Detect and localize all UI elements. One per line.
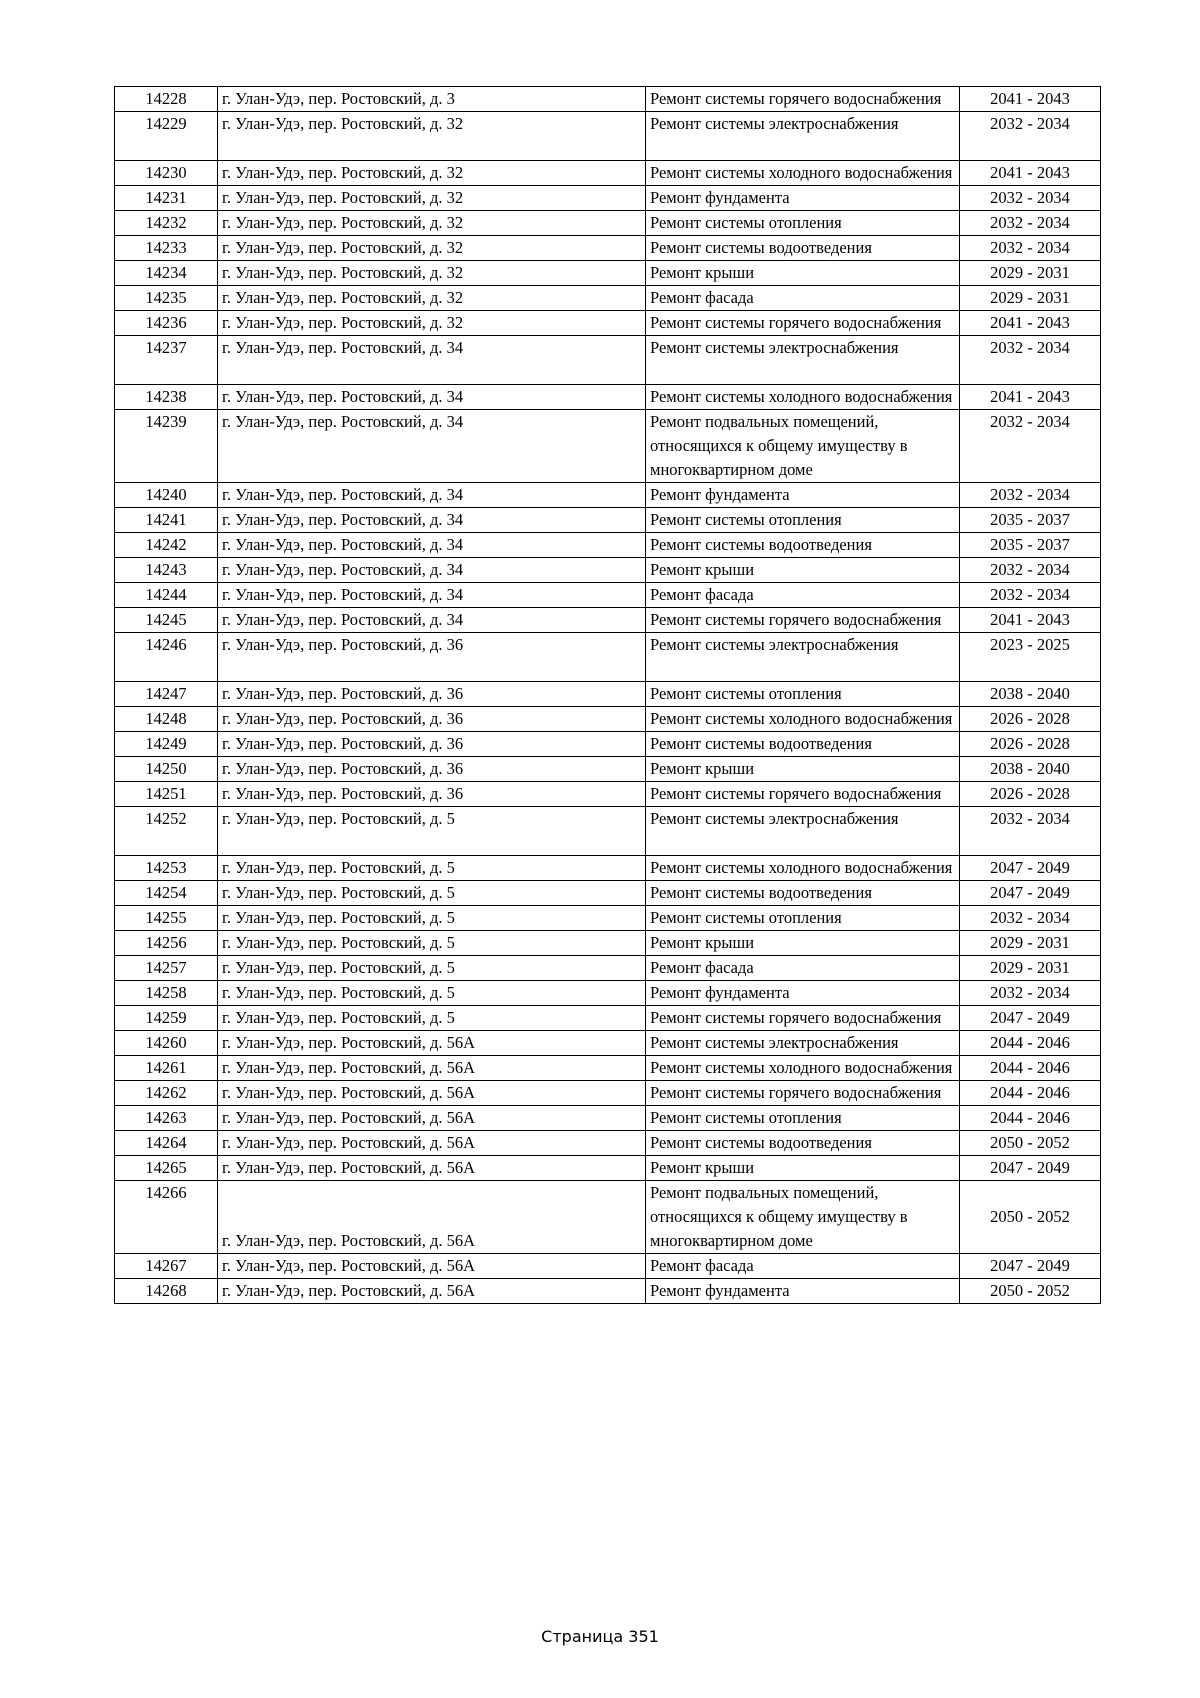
works-table-container xyxy=(114,86,1100,1304)
row-period: 2035 - 2037 xyxy=(960,508,1101,533)
row-work-type: Ремонт системы горячего водоснабжения xyxy=(646,608,960,633)
row-period: 2047 - 2049 xyxy=(960,1006,1101,1031)
row-period: 2032 - 2034 xyxy=(960,236,1101,261)
row-address: г. Улан-Удэ, пер. Ростовский, д. 32 xyxy=(218,236,646,261)
row-address: г. Улан-Удэ, пер. Ростовский, д. 5 xyxy=(218,807,646,856)
table-row xyxy=(115,707,1101,732)
row-period: 2041 - 2043 xyxy=(960,608,1101,633)
table-row xyxy=(115,533,1101,558)
row-period: 2032 - 2034 xyxy=(960,186,1101,211)
row-period: 2032 - 2034 xyxy=(960,410,1101,483)
table-row xyxy=(115,732,1101,757)
table-row xyxy=(115,1156,1101,1181)
row-work-type: Ремонт фасада xyxy=(646,1254,960,1279)
row-work-type: Ремонт фасада xyxy=(646,956,960,981)
row-number: 14235 xyxy=(115,286,218,311)
table-row xyxy=(115,583,1101,608)
row-period: 2050 - 2052 xyxy=(960,1181,1101,1254)
row-address: г. Улан-Удэ, пер. Ростовский, д. 56А xyxy=(218,1181,646,1254)
row-work-type: Ремонт фундамента xyxy=(646,186,960,211)
row-address: г. Улан-Удэ, пер. Ростовский, д. 32 xyxy=(218,186,646,211)
row-period: 2047 - 2049 xyxy=(960,856,1101,881)
row-work-type: Ремонт системы водоотведения xyxy=(646,533,960,558)
row-address: г. Улан-Удэ, пер. Ростовский, д. 32 xyxy=(218,112,646,161)
table-row xyxy=(115,508,1101,533)
row-number: 14237 xyxy=(115,336,218,385)
row-period: 2047 - 2049 xyxy=(960,1254,1101,1279)
row-number: 14253 xyxy=(115,856,218,881)
row-number: 14239 xyxy=(115,410,218,483)
row-period: 2041 - 2043 xyxy=(960,311,1101,336)
works-table xyxy=(114,86,1101,1304)
row-period: 2023 - 2025 xyxy=(960,633,1101,682)
row-number: 14234 xyxy=(115,261,218,286)
row-address: г. Улан-Удэ, пер. Ростовский, д. 56А xyxy=(218,1254,646,1279)
row-period: 2032 - 2034 xyxy=(960,981,1101,1006)
row-address: г. Улан-Удэ, пер. Ростовский, д. 36 xyxy=(218,782,646,807)
row-work-type: Ремонт системы водоотведения xyxy=(646,881,960,906)
row-address: г. Улан-Удэ, пер. Ростовский, д. 5 xyxy=(218,981,646,1006)
row-period: 2047 - 2049 xyxy=(960,1156,1101,1181)
row-work-type: Ремонт системы отопления xyxy=(646,682,960,707)
row-work-type: Ремонт подвальных помещений, относящихся к общему имуществу в многоквартирном доме xyxy=(646,1181,960,1254)
row-work-type: Ремонт крыши xyxy=(646,261,960,286)
table-row xyxy=(115,782,1101,807)
table-row xyxy=(115,1131,1101,1156)
row-period: 2032 - 2034 xyxy=(960,336,1101,385)
row-work-type: Ремонт системы отопления xyxy=(646,508,960,533)
row-address: г. Улан-Удэ, пер. Ростовский, д. 36 xyxy=(218,682,646,707)
page-number: Страница 351 xyxy=(541,1627,659,1646)
row-address: г. Улан-Удэ, пер. Ростовский, д. 32 xyxy=(218,311,646,336)
row-number: 14252 xyxy=(115,807,218,856)
row-number: 14238 xyxy=(115,385,218,410)
row-period: 2050 - 2052 xyxy=(960,1131,1101,1156)
row-address: г. Улан-Удэ, пер. Ростовский, д. 56А xyxy=(218,1106,646,1131)
row-period: 2026 - 2028 xyxy=(960,732,1101,757)
row-period: 2032 - 2034 xyxy=(960,583,1101,608)
table-row xyxy=(115,906,1101,931)
row-period: 2041 - 2043 xyxy=(960,161,1101,186)
row-address: г. Улан-Удэ, пер. Ростовский, д. 34 xyxy=(218,410,646,483)
row-work-type: Ремонт крыши xyxy=(646,558,960,583)
row-work-type: Ремонт фундамента xyxy=(646,483,960,508)
row-period: 2032 - 2034 xyxy=(960,807,1101,856)
table-row xyxy=(115,981,1101,1006)
row-address: г. Улан-Удэ, пер. Ростовский, д. 56А xyxy=(218,1279,646,1304)
row-number: 14249 xyxy=(115,732,218,757)
table-row xyxy=(115,311,1101,336)
row-address: г. Улан-Удэ, пер. Ростовский, д. 34 xyxy=(218,608,646,633)
row-address: г. Улан-Удэ, пер. Ростовский, д. 5 xyxy=(218,931,646,956)
row-period: 2032 - 2034 xyxy=(960,112,1101,161)
table-row xyxy=(115,633,1101,682)
row-number: 14241 xyxy=(115,508,218,533)
row-number: 14266 xyxy=(115,1181,218,1254)
row-address: г. Улан-Удэ, пер. Ростовский, д. 56А xyxy=(218,1081,646,1106)
row-number: 14259 xyxy=(115,1006,218,1031)
table-row xyxy=(115,410,1101,483)
row-period: 2038 - 2040 xyxy=(960,757,1101,782)
row-number: 14265 xyxy=(115,1156,218,1181)
row-number: 14255 xyxy=(115,906,218,931)
row-work-type: Ремонт системы водоотведения xyxy=(646,236,960,261)
row-work-type: Ремонт системы холодного водоснабжения xyxy=(646,707,960,732)
table-row xyxy=(115,1254,1101,1279)
row-work-type: Ремонт крыши xyxy=(646,1156,960,1181)
row-period: 2047 - 2049 xyxy=(960,881,1101,906)
row-period: 2029 - 2031 xyxy=(960,956,1101,981)
table-row xyxy=(115,211,1101,236)
table-row xyxy=(115,1056,1101,1081)
row-number: 14246 xyxy=(115,633,218,682)
row-work-type: Ремонт фасада xyxy=(646,286,960,311)
row-number: 14268 xyxy=(115,1279,218,1304)
row-period: 2029 - 2031 xyxy=(960,931,1101,956)
row-number: 14242 xyxy=(115,533,218,558)
row-address: г. Улан-Удэ, пер. Ростовский, д. 5 xyxy=(218,881,646,906)
table-row xyxy=(115,807,1101,856)
row-work-type: Ремонт системы холодного водоснабжения xyxy=(646,856,960,881)
row-period: 2044 - 2046 xyxy=(960,1106,1101,1131)
table-row xyxy=(115,881,1101,906)
row-number: 14230 xyxy=(115,161,218,186)
row-address: г. Улан-Удэ, пер. Ростовский, д. 5 xyxy=(218,906,646,931)
table-row xyxy=(115,87,1101,112)
table-row xyxy=(115,236,1101,261)
row-number: 14258 xyxy=(115,981,218,1006)
table-row xyxy=(115,161,1101,186)
row-address: г. Улан-Удэ, пер. Ростовский, д. 36 xyxy=(218,757,646,782)
row-work-type: Ремонт системы горячего водоснабжения xyxy=(646,87,960,112)
table-row xyxy=(115,1006,1101,1031)
row-address: г. Улан-Удэ, пер. Ростовский, д. 56А xyxy=(218,1156,646,1181)
row-number: 14264 xyxy=(115,1131,218,1156)
row-period: 2038 - 2040 xyxy=(960,682,1101,707)
table-row xyxy=(115,1031,1101,1056)
row-work-type: Ремонт системы горячего водоснабжения xyxy=(646,782,960,807)
table-row xyxy=(115,558,1101,583)
table-row xyxy=(115,608,1101,633)
row-number: 14263 xyxy=(115,1106,218,1131)
table-row xyxy=(115,336,1101,385)
table-row xyxy=(115,682,1101,707)
row-work-type: Ремонт системы отопления xyxy=(646,211,960,236)
row-work-type: Ремонт системы отопления xyxy=(646,906,960,931)
row-work-type: Ремонт системы горячего водоснабжения xyxy=(646,311,960,336)
row-number: 14231 xyxy=(115,186,218,211)
row-address: г. Улан-Удэ, пер. Ростовский, д. 5 xyxy=(218,856,646,881)
row-address: г. Улан-Удэ, пер. Ростовский, д. 5 xyxy=(218,1006,646,1031)
works-table-body xyxy=(115,87,1101,1304)
row-work-type: Ремонт системы водоотведения xyxy=(646,1131,960,1156)
table-row xyxy=(115,1106,1101,1131)
row-number: 14262 xyxy=(115,1081,218,1106)
table-row xyxy=(115,385,1101,410)
row-number: 14260 xyxy=(115,1031,218,1056)
row-address: г. Улан-Удэ, пер. Ростовский, д. 36 xyxy=(218,707,646,732)
row-work-type: Ремонт системы отопления xyxy=(646,1106,960,1131)
row-period: 2044 - 2046 xyxy=(960,1056,1101,1081)
row-period: 2044 - 2046 xyxy=(960,1031,1101,1056)
row-number: 14251 xyxy=(115,782,218,807)
row-work-type: Ремонт системы электроснабжения xyxy=(646,807,960,856)
row-address: г. Улан-Удэ, пер. Ростовский, д. 56А xyxy=(218,1131,646,1156)
row-work-type: Ремонт фундамента xyxy=(646,981,960,1006)
row-address: г. Улан-Удэ, пер. Ростовский, д. 56А xyxy=(218,1031,646,1056)
table-row xyxy=(115,757,1101,782)
row-number: 14245 xyxy=(115,608,218,633)
row-period: 2029 - 2031 xyxy=(960,261,1101,286)
row-work-type: Ремонт крыши xyxy=(646,931,960,956)
row-period: 2032 - 2034 xyxy=(960,906,1101,931)
row-period: 2044 - 2046 xyxy=(960,1081,1101,1106)
row-address: г. Улан-Удэ, пер. Ростовский, д. 34 xyxy=(218,385,646,410)
row-work-type: Ремонт системы холодного водоснабжения xyxy=(646,161,960,186)
row-work-type: Ремонт системы холодного водоснабжения xyxy=(646,1056,960,1081)
row-address: г. Улан-Удэ, пер. Ростовский, д. 34 xyxy=(218,336,646,385)
row-number: 14247 xyxy=(115,682,218,707)
table-row xyxy=(115,856,1101,881)
row-number: 14261 xyxy=(115,1056,218,1081)
row-address: г. Улан-Удэ, пер. Ростовский, д. 34 xyxy=(218,508,646,533)
row-address: г. Улан-Удэ, пер. Ростовский, д. 32 xyxy=(218,211,646,236)
row-address: г. Улан-Удэ, пер. Ростовский, д. 5 xyxy=(218,956,646,981)
row-number: 14228 xyxy=(115,87,218,112)
table-row xyxy=(115,1181,1101,1254)
row-period: 2032 - 2034 xyxy=(960,483,1101,508)
row-work-type: Ремонт системы электроснабжения xyxy=(646,1031,960,1056)
table-row xyxy=(115,112,1101,161)
row-work-type: Ремонт системы холодного водоснабжения xyxy=(646,385,960,410)
table-row xyxy=(115,1279,1101,1304)
table-row xyxy=(115,956,1101,981)
row-period: 2032 - 2034 xyxy=(960,211,1101,236)
table-row xyxy=(115,483,1101,508)
table-row xyxy=(115,186,1101,211)
table-row xyxy=(115,931,1101,956)
row-period: 2032 - 2034 xyxy=(960,558,1101,583)
row-number: 14248 xyxy=(115,707,218,732)
row-address: г. Улан-Удэ, пер. Ростовский, д. 32 xyxy=(218,261,646,286)
row-period: 2041 - 2043 xyxy=(960,385,1101,410)
row-number: 14256 xyxy=(115,931,218,956)
row-work-type: Ремонт системы электроснабжения xyxy=(646,336,960,385)
row-number: 14233 xyxy=(115,236,218,261)
row-address: г. Улан-Удэ, пер. Ростовский, д. 34 xyxy=(218,583,646,608)
row-address: г. Улан-Удэ, пер. Ростовский, д. 34 xyxy=(218,483,646,508)
row-work-type: Ремонт крыши xyxy=(646,757,960,782)
row-period: 2026 - 2028 xyxy=(960,707,1101,732)
row-address: г. Улан-Удэ, пер. Ростовский, д. 34 xyxy=(218,533,646,558)
row-number: 14229 xyxy=(115,112,218,161)
row-address: г. Улан-Удэ, пер. Ростовский, д. 3 xyxy=(218,87,646,112)
row-work-type: Ремонт системы электроснабжения xyxy=(646,633,960,682)
row-work-type: Ремонт системы горячего водоснабжения xyxy=(646,1081,960,1106)
row-work-type: Ремонт фасада xyxy=(646,583,960,608)
table-row xyxy=(115,261,1101,286)
row-address: г. Улан-Удэ, пер. Ростовский, д. 36 xyxy=(218,732,646,757)
row-number: 14267 xyxy=(115,1254,218,1279)
row-address: г. Улан-Удэ, пер. Ростовский, д. 32 xyxy=(218,286,646,311)
row-number: 14243 xyxy=(115,558,218,583)
row-period: 2026 - 2028 xyxy=(960,782,1101,807)
row-address: г. Улан-Удэ, пер. Ростовский, д. 34 xyxy=(218,558,646,583)
row-number: 14250 xyxy=(115,757,218,782)
table-row xyxy=(115,286,1101,311)
row-work-type: Ремонт подвальных помещений, относящихся к общему имуществу в многоквартирном доме xyxy=(646,410,960,483)
row-period: 2050 - 2052 xyxy=(960,1279,1101,1304)
row-number: 14240 xyxy=(115,483,218,508)
row-period: 2041 - 2043 xyxy=(960,87,1101,112)
row-work-type: Ремонт системы электроснабжения xyxy=(646,112,960,161)
table-row xyxy=(115,1081,1101,1106)
row-work-type: Ремонт фундамента xyxy=(646,1279,960,1304)
row-work-type: Ремонт системы водоотведения xyxy=(646,732,960,757)
row-number: 14257 xyxy=(115,956,218,981)
row-address: г. Улан-Удэ, пер. Ростовский, д. 32 xyxy=(218,161,646,186)
row-period: 2029 - 2031 xyxy=(960,286,1101,311)
row-address: г. Улан-Удэ, пер. Ростовский, д. 56А xyxy=(218,1056,646,1081)
row-number: 14232 xyxy=(115,211,218,236)
row-work-type: Ремонт системы горячего водоснабжения xyxy=(646,1006,960,1031)
row-number: 14254 xyxy=(115,881,218,906)
row-number: 14236 xyxy=(115,311,218,336)
row-address: г. Улан-Удэ, пер. Ростовский, д. 36 xyxy=(218,633,646,682)
row-period: 2035 - 2037 xyxy=(960,533,1101,558)
row-number: 14244 xyxy=(115,583,218,608)
